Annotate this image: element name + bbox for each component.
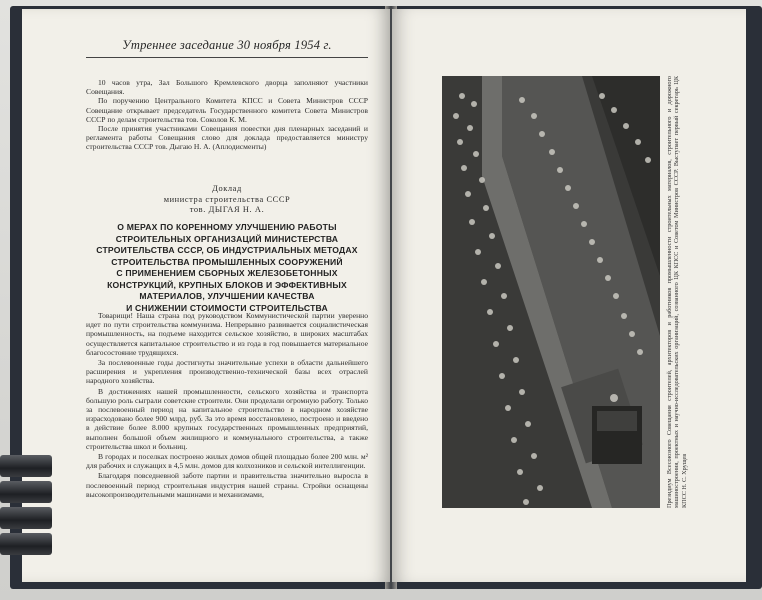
doklad-author-line: тов. ДЫГАЯ Н. А. <box>189 205 265 214</box>
body-paragraph: За послевоенные годы достигнуты значительные успехи в области дальнейшего расширения и укрепления производственно-технической базы всех отраслей народного хозяйства. <box>86 358 368 386</box>
intro-paragraph: После принятия участниками Совещания повестки дня пленарных заседаний и регламента работы Совещания слово для доклада предоставляется министру строительства СССР тов. Дыгаю Н. А. (Аплодисменты) <box>86 124 368 152</box>
body-paragraph: Благодаря повседневной заботе партии и правительства значительно выросла в послевоенный период строительная индустрия нашей страны. Стройки оснащены высокопроизводительными машинами и механизмами, <box>86 471 368 499</box>
title-line: МАТЕРИАЛОВ, УЛУЧШЕНИИ КАЧЕСТВА <box>139 291 315 301</box>
intro-paragraph: 10 часов утра, Зал Большого Кремлевского дворца заполняют участники Совещания. <box>86 78 368 97</box>
title-line: С ПРИМЕНЕНИЕМ СБОРНЫХ ЖЕЛЕЗОБЕТОННЫХ <box>116 268 338 278</box>
body-paragraph: Товарищи! Наша страна под руководством Коммунистической партии уверенно идет по пути строительства коммунизма. Непрерывно развивается социалистическая промышленность, на подъеме находится сельское хозяйство, в широких масштабах осуществляется капитальное строительство и из года в год повышается материальное благосостояние трудящихся. <box>86 311 368 357</box>
title-line: СТРОИТЕЛЬСТВА СССР, ОБ ИНДУСТРИАЛЬНЫХ МЕТОДАХ <box>96 245 358 255</box>
title-line: КОНСТРУКЦИЙ, КРУПНЫХ БЛОКОВ И ЭФФЕКТИВНЫХ <box>107 279 347 290</box>
doklad-header <box>86 184 368 216</box>
photo-caption <box>666 76 688 508</box>
clip-icon <box>0 533 52 555</box>
intro-text <box>86 78 368 152</box>
report-title <box>86 222 368 314</box>
page-clips <box>0 455 52 575</box>
title-line: СТРОИТЕЛЬСТВА ПРОМЫШЛЕННЫХ СООРУЖЕНИЙ <box>111 256 343 267</box>
title-line: СТРОИТЕЛЬНЫХ ОРГАНИЗАЦИЙ МИНИСТЕРСТВА <box>115 233 339 244</box>
body-paragraph: В городах и поселках построено жилых домов общей площадью более 200 млн. м² для рабочих и служащих в 4,5 млн. домов для колхозников и сельской интеллигенции. <box>86 452 368 471</box>
title-line: И СНИЖЕНИИ СТОИМОСТИ СТРОИТЕЛЬСТВА <box>126 302 328 313</box>
clip-icon <box>0 455 52 477</box>
photo-drawing <box>442 76 660 508</box>
presidium-photo <box>442 76 660 508</box>
body-paragraph: В достижениях нашей промышленности, сельского хозяйства и транспорта большую роль сыграли советские строители. Они проделали огромную работу. Только за послевоенный период на капитальное строительство в народном хозяйстве израсходовано более 900 млрд. руб. За это время восстановлено, построено и введено в действие более 8.000 крупных государственных промышленных предприятий, выполнен большой объем жилищного и коммунального строительства, а также строительства школ и больниц. <box>86 386 368 451</box>
title-line: О МЕРАХ ПО КОРЕННОМУ УЛУЧШЕНИЮ РАБОТЫ <box>117 222 337 232</box>
doklad-label: Доклад <box>212 184 242 193</box>
intro-paragraph: По поручению Центрального Комитета КПСС и Совета Министров СССР Совещание открывает председатель Государственного комитета Совета Министров СССР по делам строительства тов. Соколов К. М. <box>86 96 368 124</box>
clip-icon <box>0 481 52 503</box>
doklad-author-line: министра строительства СССР <box>163 194 291 204</box>
body-text <box>86 311 368 500</box>
running-head: Утреннее заседание 30 ноября 1954 г. <box>122 38 332 52</box>
head-rule <box>86 57 368 58</box>
caption-text: Президиум Всесоюзного Совещания строителей, архитекторов и работников промышленности строительных материалов, строительного и дорожного машиностроения, проектных и научно-исследовательских организаций, созванного ЦК КПСС и Советом Министров СССР. Выступает первый секретарь ЦК КПСС Н. С. Хрущев <box>666 76 688 508</box>
clip-icon <box>0 507 52 529</box>
